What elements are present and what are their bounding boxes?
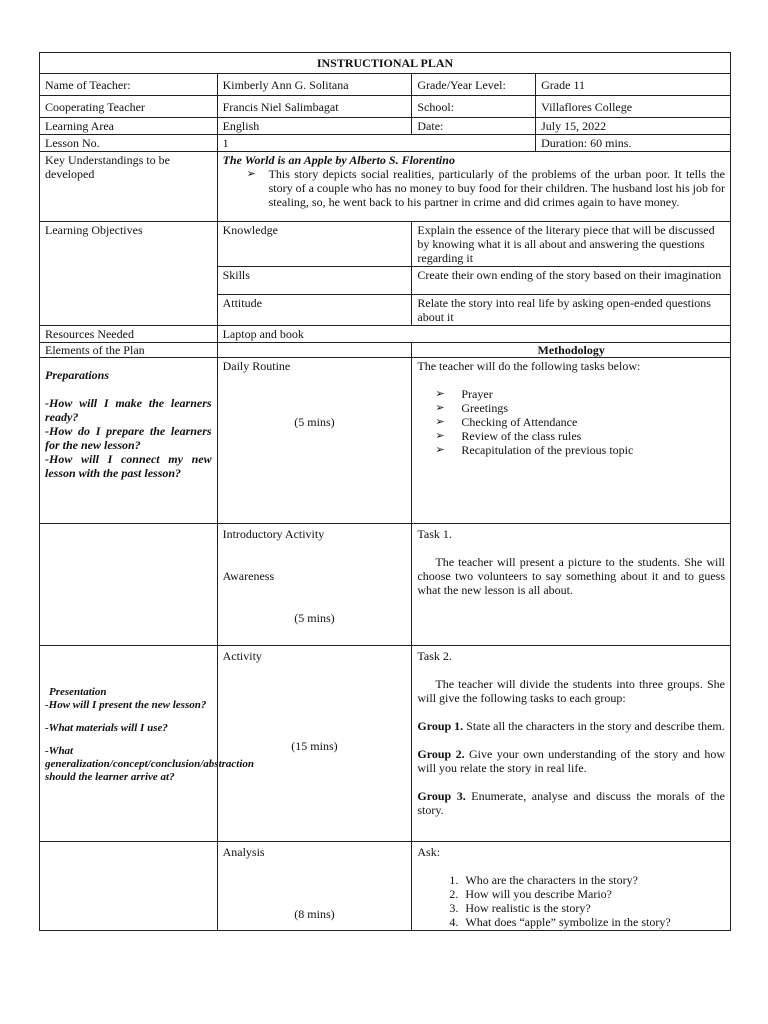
analysis-question: 2. How will you describe Mario? — [461, 887, 725, 901]
group3 — [417, 789, 725, 817]
activity-label: Activity — [222, 649, 262, 663]
task1-text: The teacher will present a picture to the students. She will choose two volunteers to say something about it and to guess what the new lesson is all about. — [417, 555, 725, 597]
lesson-label: Lesson No. — [40, 135, 218, 152]
awareness-label: Awareness — [222, 569, 275, 583]
group1-label: Group 1. — [417, 719, 464, 733]
routine-item: ➢ Greetings — [435, 401, 725, 415]
task2-intro: The teacher will divide the students into three groups. She will give the following tasks to each group: — [417, 677, 725, 705]
knowledge-label: Knowledge — [217, 222, 412, 267]
key-understandings-label: Key Understandings to be developed — [40, 152, 218, 222]
routine-item: ➢ Prayer — [435, 387, 725, 401]
routine-item: ➢ Checking of Attendance — [435, 415, 725, 429]
area-value: English — [217, 118, 412, 135]
coop-label: Cooperating Teacher — [40, 96, 218, 118]
presentation-heading: Presentation — [49, 686, 107, 698]
preparations-cell — [40, 358, 218, 524]
elements-row — [40, 343, 731, 358]
analysis-question: 3. How realistic is the story? — [461, 901, 725, 915]
teacher-label: Name of Teacher: — [40, 74, 218, 96]
ask-label: Ask: — [417, 845, 441, 859]
introductory-label: Introductory Activity — [222, 527, 325, 541]
attitude-label: Attitude — [217, 295, 412, 326]
skills-label: Skills — [217, 267, 412, 295]
grade-value: Grade 11 — [536, 74, 731, 96]
document-title: INSTRUCTIONAL PLAN — [40, 53, 731, 74]
area-row — [40, 118, 731, 135]
coop-value: Francis Niel Salimbagat — [217, 96, 412, 118]
elements-label: Elements of the Plan — [40, 343, 218, 358]
analysis-time: (8 mins) — [294, 907, 335, 921]
activity-content — [412, 646, 731, 842]
knowledge-row — [40, 222, 731, 267]
preparations-row — [40, 358, 731, 524]
analysis-empty — [40, 842, 218, 931]
key-understandings-content — [217, 152, 730, 222]
teacher-value: Kimberly Ann G. Solitana — [217, 74, 412, 96]
preparations-q2: -How do I prepare the learners for the new lesson? — [45, 424, 212, 452]
date-label: Date: — [412, 118, 536, 135]
key-understandings-row — [40, 152, 731, 222]
group3-label: Group 3. — [417, 789, 466, 803]
elements-empty — [217, 343, 412, 358]
preparations-heading: Preparations — [45, 368, 110, 382]
analysis-cell — [217, 842, 412, 931]
analysis-question: 1. Who are the characters in the story? — [461, 873, 725, 887]
analysis-question: 4. What does “apple” symbolize in the story? — [461, 915, 725, 929]
resources-label: Resources Needed — [40, 326, 218, 343]
task1-label: Task 1. — [417, 527, 452, 541]
daily-routine-cell — [217, 358, 412, 524]
daily-routine-label: Daily Routine — [222, 359, 291, 373]
analysis-row — [40, 842, 731, 931]
presentation-row — [40, 646, 731, 842]
attitude-value: Relate the story into real life by asking open-ended questions about it — [412, 295, 731, 326]
instructional-plan-table — [39, 52, 731, 931]
daily-routine-time: (5 mins) — [294, 415, 335, 429]
resources-value: Laptop and book — [217, 326, 730, 343]
group3-text: Enumerate, analyse and discuss the morals of the story. — [417, 789, 725, 817]
skills-value: Create their own ending of the story based on their imagination — [412, 267, 731, 295]
story-summary: ➢ This story depicts social realities, particularly of the problems of the urban poor. It tells the story of a couple who has no money to buy food for their children. The husband lost his job for stealing, so, he went back to his partner in crime and did crimes again to have money. — [247, 167, 725, 209]
school-label: School: — [412, 96, 536, 118]
cooperating-row — [40, 96, 731, 118]
activity-time: (15 mins) — [291, 739, 338, 753]
teacher-row — [40, 74, 731, 96]
group2-text: Give your own understanding of the story and how will you relate the story in real life. — [417, 747, 726, 775]
group1 — [417, 719, 725, 733]
lesson-row — [40, 135, 731, 152]
grade-label: Grade/Year Level: — [412, 74, 536, 96]
analysis-questions — [417, 873, 725, 929]
lesson-value: 1 — [217, 135, 536, 152]
key-understandings-list — [223, 167, 725, 209]
objectives-label: Learning Objectives — [40, 222, 218, 326]
introductory-content — [412, 524, 731, 646]
group1-text: State all the characters in the story and describe them. — [466, 719, 725, 733]
routine-intro: The teacher will do the following tasks below: — [417, 359, 641, 373]
analysis-content — [412, 842, 731, 931]
area-label: Learning Area — [40, 118, 218, 135]
story-title: The World is an Apple by Alberto S. Florentino — [222, 153, 455, 167]
activity-cell — [217, 646, 412, 842]
introductory-empty — [40, 524, 218, 646]
introductory-row — [40, 524, 731, 646]
introductory-time: (5 mins) — [294, 611, 335, 625]
date-value: July 15, 2022 — [536, 118, 731, 135]
presentation-q3: -What generalization/concept/conclusion/abstraction should the learner arrive at? — [45, 745, 255, 783]
routine-item: ➢ Review of the class rules — [435, 429, 725, 443]
introductory-cell — [217, 524, 412, 646]
school-value: Villaflores College — [536, 96, 731, 118]
group2 — [417, 747, 725, 775]
resources-row — [40, 326, 731, 343]
knowledge-value: Explain the essence of the literary piece that will be discussed by knowing what it is all about and answering the questions regarding it — [412, 222, 731, 267]
title-row — [40, 53, 731, 74]
preparations-q3: -How will I connect my new lesson with the past lesson? — [45, 452, 212, 480]
routine-item: ➢ Recapitulation of the previous topic — [435, 443, 725, 457]
instructional-plan-page — [39, 52, 731, 931]
presentation-q1: -How will I present the new lesson? — [45, 699, 207, 711]
duration-value: Duration: 60 mins. — [536, 135, 731, 152]
methodology-heading: Methodology — [412, 343, 731, 358]
group2-label: Group 2. — [417, 747, 465, 761]
task2-label: Task 2. — [417, 649, 452, 663]
analysis-label: Analysis — [222, 845, 265, 859]
preparations-q1: -How will I make the learners ready? — [45, 396, 212, 424]
routine-list — [417, 387, 725, 457]
presentation-q2: -What materials will I use? — [45, 722, 168, 734]
daily-routine-content — [412, 358, 731, 524]
